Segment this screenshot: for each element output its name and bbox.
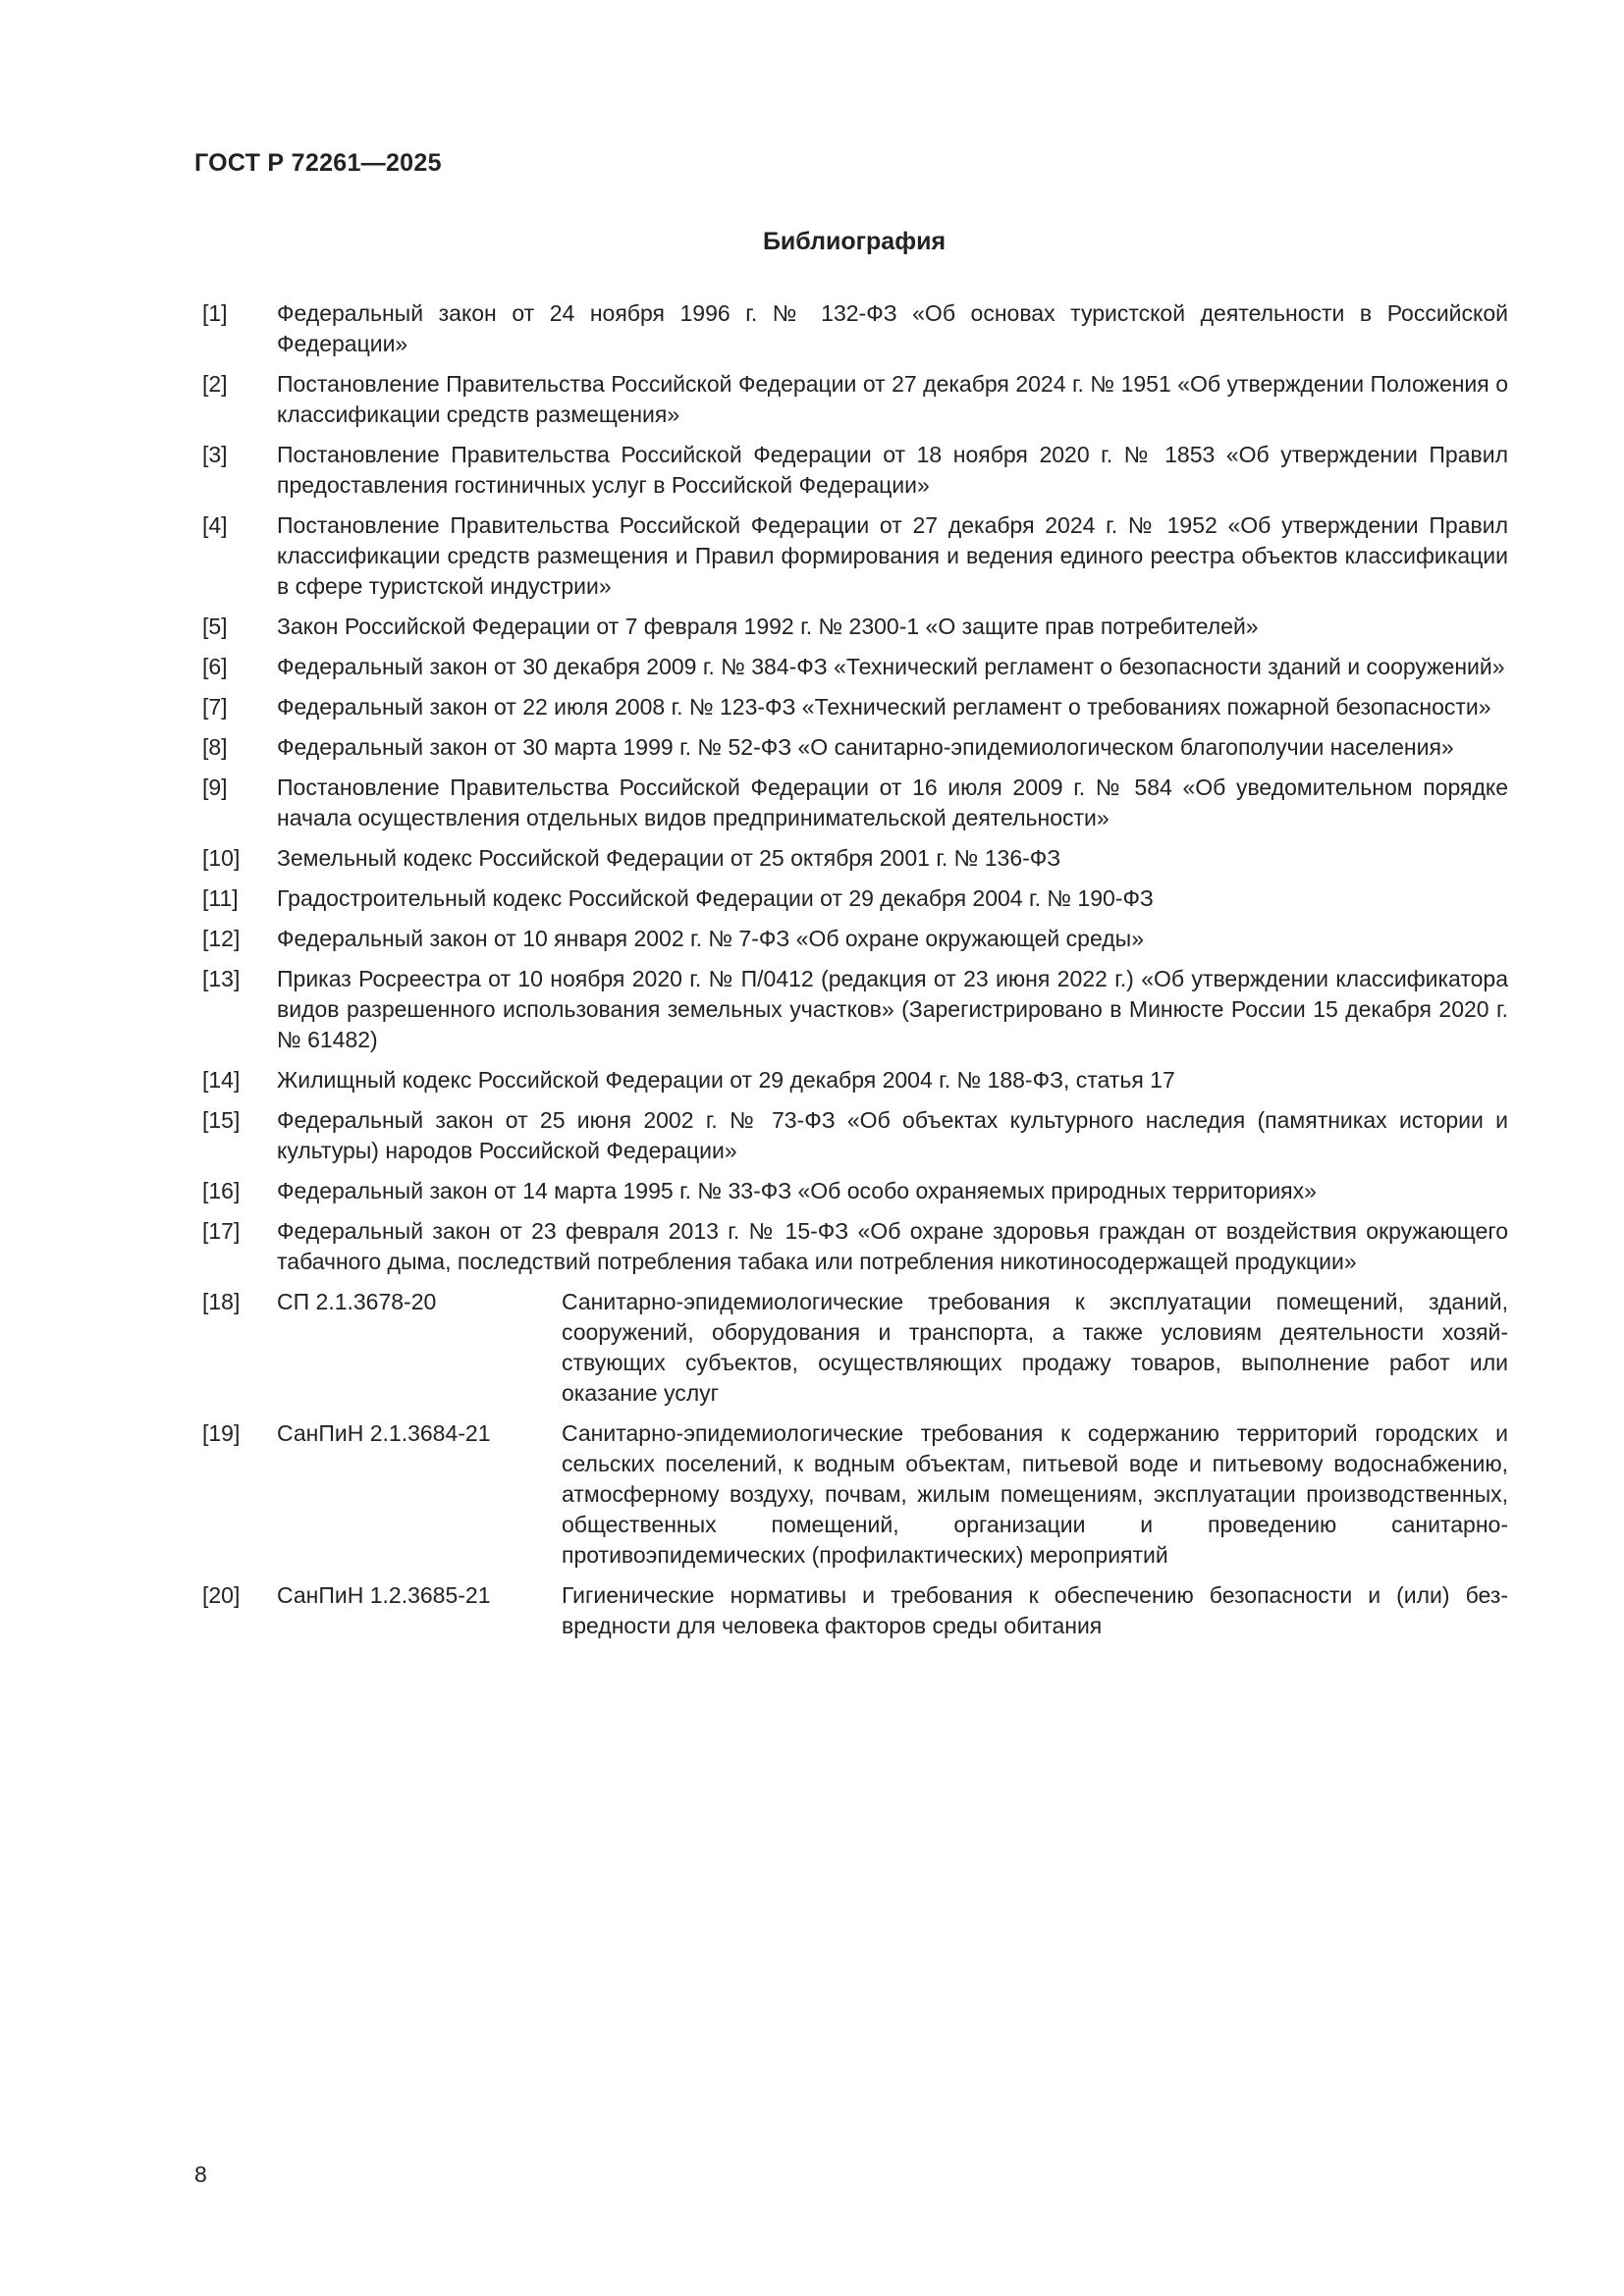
- entry-number: [7]: [202, 694, 228, 720]
- entry-number: [8]: [202, 734, 228, 760]
- entry-text: Постановление Правительства Российской Федерации от 18 ноября 2020 г. № 1853 «Об утверждении Правил предоставления гостиничных услуг в Российской Федерации»: [277, 442, 1508, 498]
- entry-number: [13]: [202, 966, 241, 991]
- bibliography-code-entry: [202, 1418, 1508, 1571]
- entry-number: [11]: [202, 885, 239, 911]
- entry-text: Федеральный закон от 10 января 2002 г. № 7-ФЗ «Об охране окружающей среды»: [277, 926, 1144, 951]
- entry-number: [17]: [202, 1218, 241, 1244]
- entry-number: [3]: [202, 442, 228, 467]
- entry-number: [20]: [202, 1582, 241, 1608]
- entry-number: [6]: [202, 654, 228, 679]
- bibliography-entry: [202, 298, 1508, 359]
- bibliography-entry: [202, 692, 1508, 722]
- bibliography-code-entry: [202, 1287, 1508, 1409]
- entry-number: [9]: [202, 774, 228, 800]
- entry-number: [2]: [202, 371, 228, 397]
- entry-text: Приказ Росреестра от 10 ноября 2020 г. № П/0412 (редакция от 23 июня 2022 г.) «Об утверждении классификатора видов разрешенного использования земельных участков» (Зарегистрировано в Минюсте России 15 декабря 2020 г. № 61482): [277, 966, 1508, 1052]
- entry-number: [18]: [202, 1289, 241, 1314]
- entry-code: СанПиН 2.1.3684-21: [277, 1420, 491, 1446]
- entry-text: Градостроительный кодекс Российской Федерации от 29 декабря 2004 г. № 190-ФЗ: [277, 885, 1154, 911]
- entry-code: СанПиН 1.2.3685-21: [277, 1582, 491, 1608]
- bibliography-title: Библиография: [762, 228, 947, 255]
- entry-text: Постановление Правительства Российской Федерации от 16 июля 2009 г. № 584 «Об уведомительном порядке начала осуществления отдельных видов предпринимательской деятельности»: [277, 774, 1508, 830]
- entry-code: СП 2.1.3678-20: [277, 1289, 437, 1314]
- bibliography-entry: [202, 1065, 1508, 1095]
- entry-text: Федеральный закон от 22 июля 2008 г. № 123-ФЗ «Технический регламент о требованиях пожарной безопасности»: [277, 694, 1491, 720]
- entry-text: Санитарно-эпидемиологические требования к содержанию территорий городских и сельских поселений, к водным объектам, питьевой воде и питьевому водоснабжению, атмосферному воздуху, почвам, жилым помещениям, эксплуатации производственных, общественных помещений, организации и проведению санитарно-противоэпидемических (профилактических) мероприятий: [562, 1420, 1508, 1568]
- entry-number: [16]: [202, 1178, 241, 1203]
- bibliography-entry: [202, 1176, 1508, 1206]
- entry-text: Федеральный закон от 14 марта 1995 г. № 33-ФЗ «Об особо охраняемых природных территориях»: [277, 1178, 1317, 1203]
- bibliography-entry: [202, 773, 1508, 833]
- entry-text: Федеральный закон от 30 марта 1999 г. № 52-ФЗ «О санитарно-эпидемиологическом благополучии населения»: [277, 734, 1454, 760]
- bibliography-entry: [202, 843, 1508, 874]
- entry-text: Закон Российской Федерации от 7 февраля 1992 г. № 2300-1 «О защите прав потребителей»: [277, 614, 1259, 639]
- bibliography-list: [202, 298, 1508, 1651]
- entry-number: [12]: [202, 926, 241, 951]
- bibliography-entry: [202, 1216, 1508, 1277]
- bibliography-entry: [202, 510, 1508, 602]
- bibliography-entry: [202, 652, 1508, 682]
- entry-number: [4]: [202, 512, 228, 538]
- bibliography-entry: [202, 924, 1508, 954]
- bibliography-entry: [202, 612, 1508, 642]
- entry-number: [5]: [202, 614, 228, 639]
- entry-text: Жилищный кодекс Российской Федерации от 29 декабря 2004 г. № 188-ФЗ, статья 17: [277, 1067, 1175, 1093]
- entry-text: Земельный кодекс Российской Федерации от 25 октября 2001 г. № 136-ФЗ: [277, 845, 1061, 871]
- entry-text: Постановление Правительства Российской Федерации от 27 декабря 2024 г. № 1952 «Об утверждении Правил классификации средств размещения и Правил формирования и ведения единого реестра объектов классификации в сфере туристской индустрии»: [277, 512, 1508, 599]
- entry-text: Санитарно-эпидемиологические требования к эксплуатации помещений, зданий, сооружений, оборудования и транспорта, а также условиям деятельности хозяйствующих субъектов, осуществляющих продажу товаров, выполнение работ или оказание услуг: [562, 1289, 1508, 1406]
- bibliography-entry: [202, 1105, 1508, 1166]
- bibliography-entry: [202, 964, 1508, 1055]
- bibliography-entry: [202, 883, 1508, 914]
- entry-text: Федеральный закон от 30 декабря 2009 г. № 384-ФЗ «Технический регламент о безопасности зданий и сооружений»: [277, 654, 1505, 679]
- entry-text: Федеральный закон от 25 июня 2002 г. № 73-ФЗ «Об объектах культурного наследия (памятниках истории и культуры) народов Российской Федерации»: [277, 1107, 1508, 1163]
- entry-number: [15]: [202, 1107, 241, 1133]
- bibliography-entry: [202, 369, 1508, 430]
- page-number: 8: [194, 2162, 207, 2187]
- bibliography-entry: [202, 440, 1508, 501]
- document-code-header: ГОСТ Р 72261—2025: [194, 149, 442, 177]
- bibliography-entry: [202, 732, 1508, 763]
- bibliography-code-entry: [202, 1580, 1508, 1641]
- entry-number: [1]: [202, 300, 228, 326]
- entry-text: Федеральный закон от 23 февраля 2013 г. № 15-ФЗ «Об охране здоровья граждан от воздействия окружающего табачного дыма, последствий потребления табака или потребления никотиносодержащей продукции»: [277, 1218, 1508, 1274]
- entry-number: [19]: [202, 1420, 241, 1446]
- entry-text: Федеральный закон от 24 ноября 1996 г. № 132-ФЗ «Об основах туристской деятельности в Российской Федерации»: [277, 300, 1508, 356]
- entry-number: [10]: [202, 845, 241, 871]
- entry-text: Постановление Правительства Российской Федерации от 27 декабря 2024 г. № 1951 «Об утверждении Положения о классификации средств размещения»: [277, 371, 1508, 427]
- entry-number: [14]: [202, 1067, 241, 1093]
- entry-text: Гигиенические нормативы и требования к обеспечению безопасности и (или) безвредности для человека факторов среды обитания: [562, 1582, 1508, 1638]
